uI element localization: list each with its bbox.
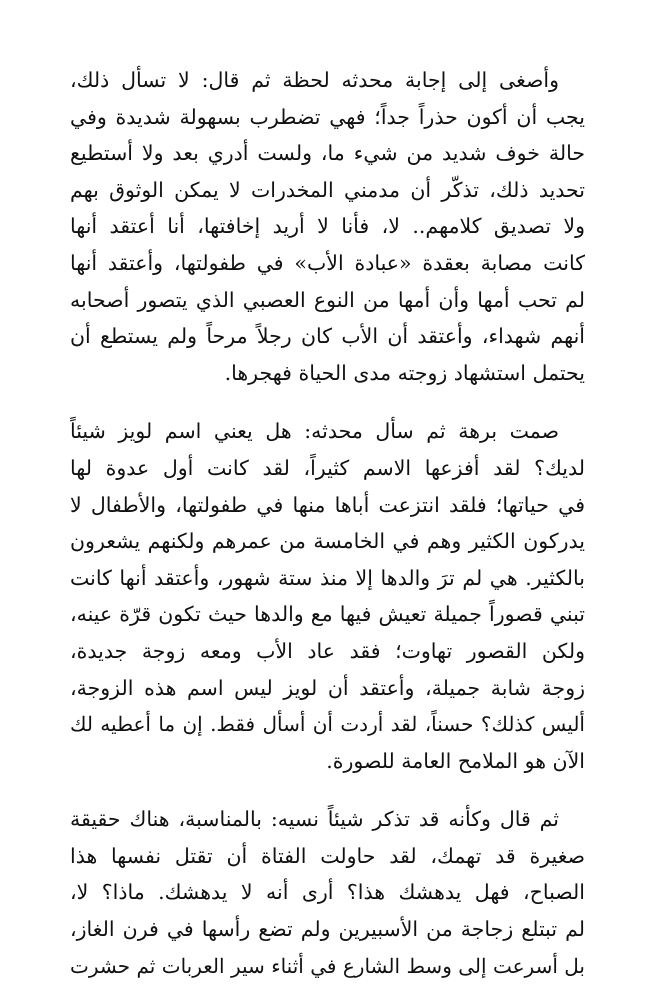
text-line: أنهم شهداء، وأعتقد أن الأب كان رجلاً مرحاً ولم يستطع أن xyxy=(70,324,585,349)
book-page xyxy=(70,62,585,1006)
paragraph-1 xyxy=(70,62,585,391)
text-line: الآن هو الملامح العامة للصورة. xyxy=(326,748,585,773)
text-line: تبني قصوراً جميلة تعيش فيها مع والدها حيث تكون قرّة عينه، xyxy=(70,602,585,627)
text-line: يدركون الكثير وهم في الخامسة من عمرهم ولكنهم يشعرون xyxy=(70,529,585,554)
text-line: صغيرة قد تهمك، لقد حاولت الفتاة أن تقتل نفسها هذا xyxy=(70,843,585,868)
text-line: تحديد ذلك، تذكّر أن مدمني المخدرات لا يمكن الوثوق بهم xyxy=(70,177,585,202)
paragraph-2 xyxy=(70,413,585,779)
text-line: الصباح، فهل يدهشك هذا؟ أرى أنه لا يدهشك. ماذا؟ لا، xyxy=(70,880,585,905)
paragraph-3 xyxy=(70,801,585,984)
text-line: في حياتها؛ فلقد انتزعت أباها منها في طفولتها، والأطفال لا xyxy=(70,492,585,517)
text-line: زوجة شابة جميلة، وأعتقد أن لويز ليس اسم هذه الزوجة، xyxy=(70,675,585,700)
text-line: يحتمل استشهاد زوجته مدى الحياة فهجرها. xyxy=(224,360,585,385)
text-line: بل أسرعت إلى وسط الشارع في أثناء سير العربات ثم حشرت xyxy=(70,953,585,978)
text-line: ولا تصديق كلامهم.. لا، فأنا لا أريد إخافتها، أنا أعتقد أنها xyxy=(70,214,585,239)
text-line: وأصغى إلى إجابة محدثه لحظة ثم قال: لا تسأل ذلك، xyxy=(70,68,559,92)
text-line: ولكن القصور تهاوت؛ فقد عاد الأب ومعه زوجة جديدة، xyxy=(70,638,585,663)
text-line: أليس كذلك؟ حسناً، لقد أردت أن أسأل فقط. إن ما أعطيه لك xyxy=(70,712,585,737)
text-line: صمت برهة ثم سأل محدثه: هل يعني اسم لويز شيئاً xyxy=(70,419,559,444)
text-line: بالكثير. هي لم ترَ والدها إلا منذ ستة شهور، وأعتقد أنها كانت xyxy=(70,565,585,590)
text-line: لديك؟ لقد أفزعها الاسم كثيراً، لقد كانت أول عدوة لها xyxy=(70,455,585,480)
text-line: حالة خوف شديد من شيء ما، ولست أدري بعد ولا أستطيع xyxy=(70,141,585,166)
text-line: يجب أن أكون حذراً جداً؛ فهي تضطرب بسهولة شديدة وفي xyxy=(70,104,585,129)
text-line: لم تبتلع زجاجة من الأسبيرين ولم تضع رأسها في فرن الغاز، xyxy=(70,917,585,942)
text-line: ثم قال وكأنه قد تذكر شيئاً نسيه: بالمناسبة، هناك حقيقة xyxy=(70,807,559,832)
text-line: لم تحب أمها وأن أمها من النوع العصبي الذي يتصور أصحابه xyxy=(70,287,585,312)
text-line: كانت مصابة بعقدة «عبادة الأب» في طفولتها، وأعتقد أنها xyxy=(70,250,585,275)
